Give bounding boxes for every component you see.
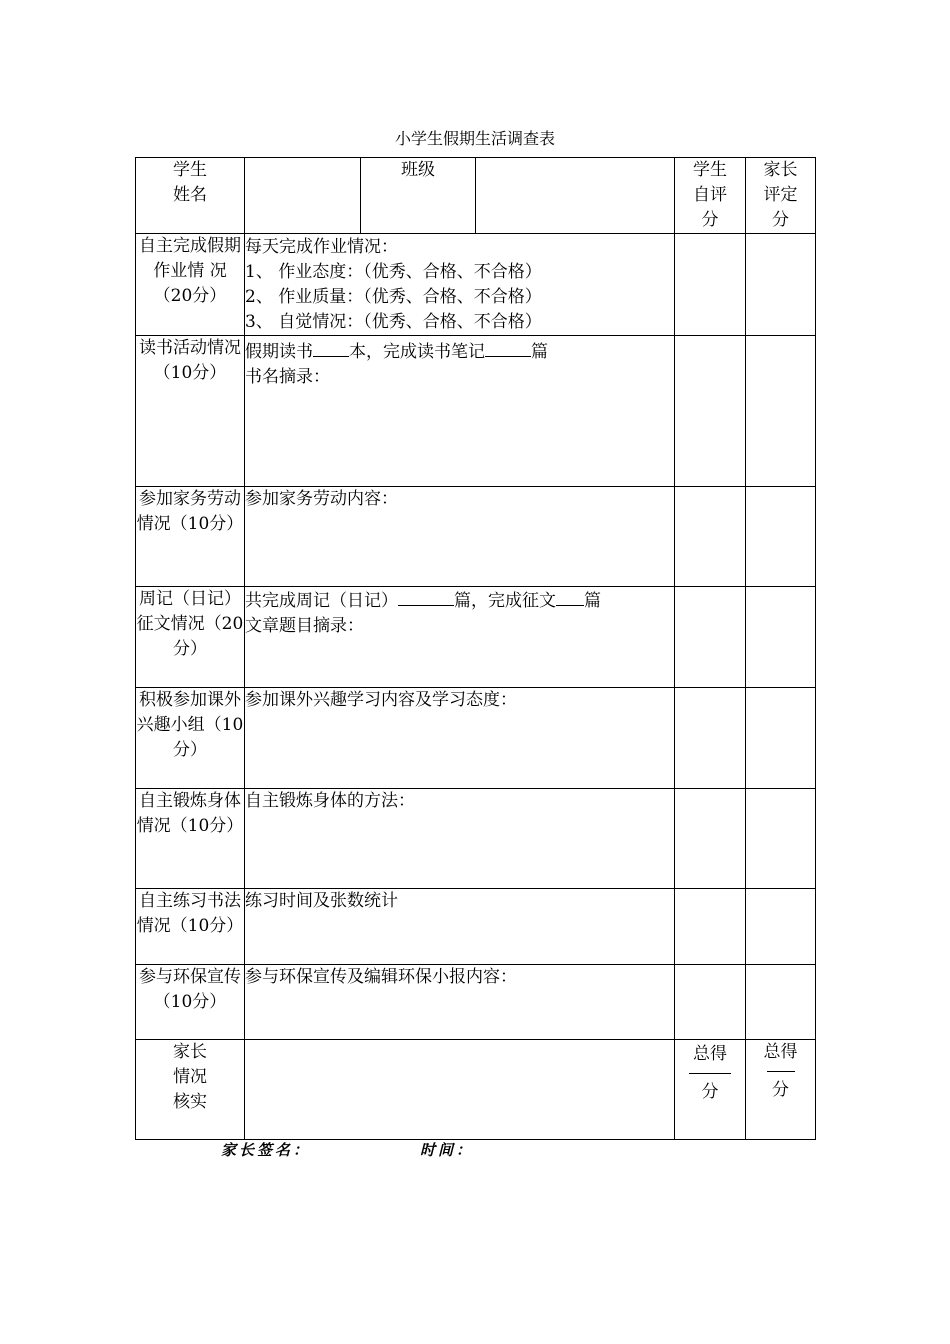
table-row-header [136, 158, 816, 234]
class-field[interactable] [476, 158, 675, 234]
content-interest-group[interactable] [245, 688, 675, 789]
student-name-label: 学生 姓名 [136, 158, 245, 234]
table-row-parent-verify [136, 1040, 816, 1140]
diary-text: 篇，完成征文 [454, 591, 556, 611]
total-self-score[interactable] [675, 1040, 746, 1140]
table-row-homework [136, 234, 816, 336]
content-reading[interactable] [245, 336, 675, 487]
class-label: 班级 [361, 158, 476, 234]
homework-line: 2、 作业质量：（优秀、合格、不合格） [245, 287, 542, 307]
parent-score-cell[interactable] [746, 487, 816, 587]
total-parent-score[interactable] [746, 1040, 816, 1140]
parent-score-cell[interactable] [746, 889, 816, 965]
reading-text: 本，完成读书笔记 [349, 342, 485, 362]
diary-count-blank[interactable] [398, 587, 454, 606]
exercise-text: 自主锻炼身体的方法： [245, 791, 415, 811]
content-housework[interactable] [245, 487, 675, 587]
parent-score-cell[interactable] [746, 336, 816, 487]
table-row-exercise [136, 789, 816, 889]
total-parent-blank[interactable] [767, 1071, 795, 1072]
category-housework: 参加家务劳动情况（10分） [136, 487, 245, 587]
category-homework: 自主完成假期作业情 况（20分） [136, 234, 245, 336]
housework-text: 参加家务劳动内容： [245, 489, 398, 509]
diary-text: 共完成周记（日记） [245, 591, 398, 611]
total-self-label: 总得 [693, 1044, 727, 1064]
environmental-text: 参与环保宣传及编辑环保小报内容： [245, 967, 517, 987]
parent-eval-header: 家长 评定 分 [746, 158, 816, 234]
page-title: 小学生假期生活调查表 [394, 129, 555, 148]
content-exercise[interactable] [245, 789, 675, 889]
reading-text: 假期读书 [245, 342, 313, 362]
table-row-reading [136, 336, 816, 487]
category-parent-verify: 家长 情况 核实 [136, 1040, 245, 1140]
category-diary: 周记（日记）征文情况（20分） [136, 587, 245, 688]
reading-text: 书名摘录： [245, 367, 330, 387]
notes-count-blank[interactable] [485, 338, 531, 357]
diary-text: 文章题目摘录： [245, 616, 364, 636]
category-calligraphy: 自主练习书法情况（10分） [136, 889, 245, 965]
category-exercise: 自主锻炼身体情况（10分） [136, 789, 245, 889]
parent-score-cell[interactable] [746, 789, 816, 889]
self-score-cell[interactable] [675, 487, 746, 587]
content-calligraphy[interactable] [245, 889, 675, 965]
total-self-blank[interactable] [689, 1073, 731, 1074]
self-score-cell[interactable] [675, 789, 746, 889]
self-score-cell[interactable] [675, 889, 746, 965]
category-reading: 读书活动情况（10分） [136, 336, 245, 487]
category-interest-group: 积极参加课外兴趣小组（10分） [136, 688, 245, 789]
total-parent-unit: 分 [772, 1080, 789, 1100]
homework-line: 每天完成作业情况： [245, 237, 398, 257]
self-score-cell[interactable] [675, 234, 746, 336]
time-label: 时间： [420, 1141, 475, 1159]
student-name-field[interactable] [245, 158, 361, 234]
parent-signature-label: 家长签名： [221, 1141, 312, 1159]
books-count-blank[interactable] [313, 338, 349, 357]
table-row-environmental [136, 965, 816, 1040]
content-environmental[interactable] [245, 965, 675, 1040]
calligraphy-text: 练习时间及张数统计 [245, 891, 398, 911]
self-score-cell[interactable] [675, 587, 746, 688]
parent-score-cell[interactable] [746, 234, 816, 336]
total-parent-label: 总得 [763, 1042, 798, 1062]
parent-score-cell[interactable] [746, 965, 816, 1040]
self-score-cell[interactable] [675, 336, 746, 487]
homework-line: 3、 自觉情况：（优秀、合格、不合格） [245, 312, 542, 332]
self-score-cell[interactable] [675, 965, 746, 1040]
homework-line: 1、 作业态度：（优秀、合格、不合格） [245, 262, 542, 282]
self-eval-header: 学生 自评 分 [675, 158, 746, 234]
table-row-calligraphy [136, 889, 816, 965]
parent-score-cell[interactable] [746, 587, 816, 688]
survey-table [135, 157, 816, 1140]
table-row-housework [136, 487, 816, 587]
interest-text: 参加课外兴趣学习内容及学习态度： [245, 690, 517, 710]
essay-count-blank[interactable] [556, 587, 584, 606]
content-diary[interactable] [245, 587, 675, 688]
self-score-cell[interactable] [675, 688, 746, 789]
total-self-unit: 分 [701, 1082, 719, 1102]
table-row-interest-group [136, 688, 816, 789]
reading-text: 篇 [531, 342, 548, 362]
parent-score-cell[interactable] [746, 688, 816, 789]
table-row-diary [136, 587, 816, 688]
content-homework[interactable] [245, 234, 675, 336]
content-parent-verify[interactable] [245, 1040, 675, 1140]
category-environmental: 参与环保宣传（10分） [136, 965, 245, 1040]
diary-text: 篇 [584, 591, 601, 611]
